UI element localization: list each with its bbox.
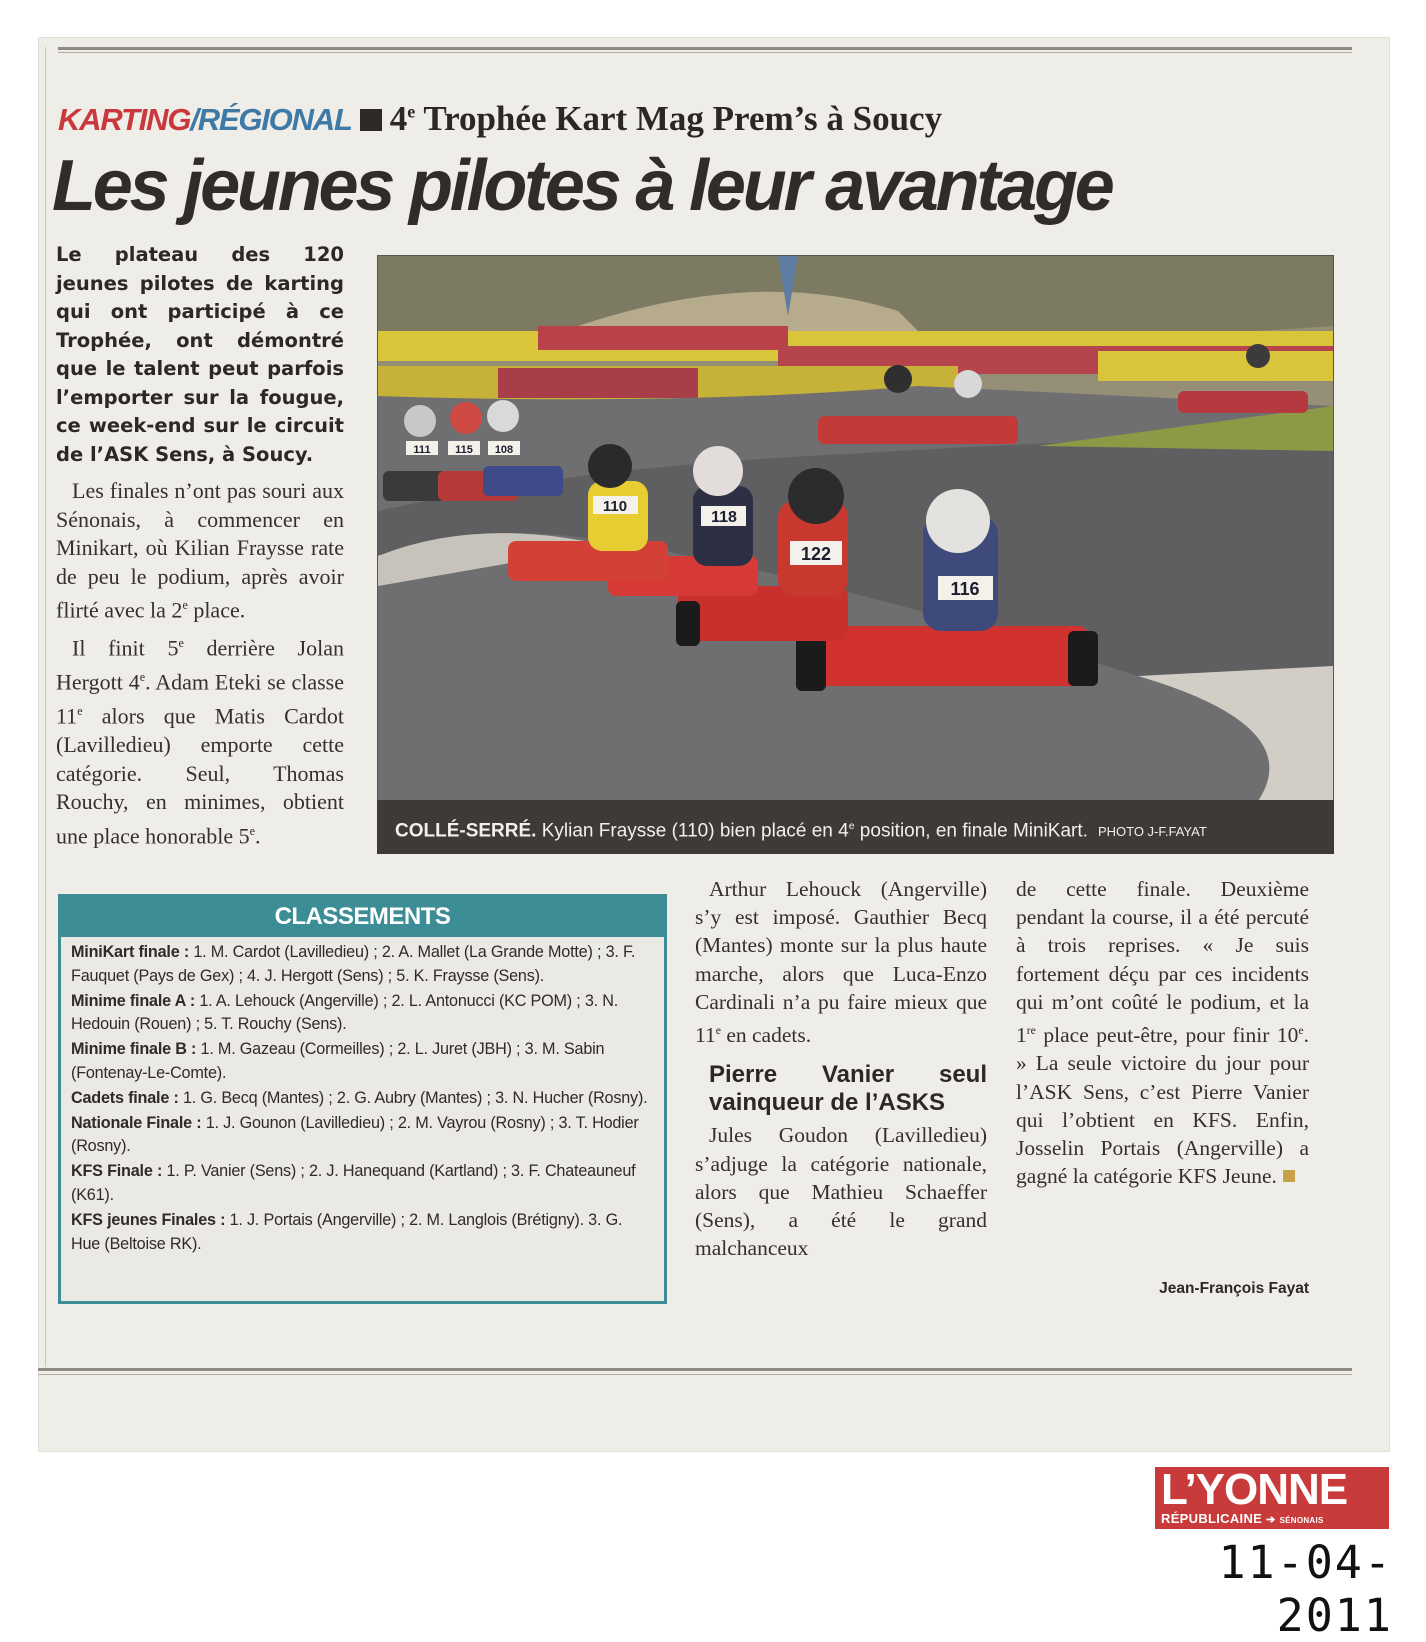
p5-c: . » La seule victoire du jour pour l’ASK Sens, c’est Pierre Vanier qui l’obtient en KFS. Enfin, Josselin Portais (Angerville) a gagné la catégorie KFS Jeune. [1016, 1023, 1309, 1189]
bottom-rule-thin [38, 1374, 1352, 1375]
photo-credit: PHOTO J-F.FAYAT [1097, 824, 1207, 840]
p5-ordinal-1: re [1026, 1023, 1036, 1038]
kart-number-110: 110 [602, 498, 628, 515]
kart-number-111: 111 [413, 444, 431, 456]
subtitle-number: 4 [389, 99, 408, 138]
classement-entry [71, 1038, 654, 1086]
p2-a: Il finit 5 [72, 635, 179, 661]
p1-end: place. [187, 597, 246, 623]
article-column-1 [56, 477, 344, 855]
classements-title: CLASSEMENTS [61, 897, 664, 937]
entry-text: 1. J. Portais (Angerville) ; 2. M. Langlois (Brétigny). 3. G. Hue (Beltoise RK). [71, 1210, 623, 1253]
article-subhead: Pierre Vanier seul vainqueur de l’ASKS [709, 1061, 987, 1117]
entry-text: 1. G. Becq (Mantes) ; 2. G. Aubry (Mantes) ; 3. N. Hucher (Rosny). [178, 1088, 648, 1107]
classements-list [61, 937, 664, 1256]
classement-entry [71, 941, 654, 989]
logo-tagline [1161, 1511, 1324, 1526]
article-column-4 [1016, 875, 1309, 1190]
entry-label: Cadets finale : [71, 1088, 179, 1107]
kicker-category: KARTING [58, 102, 191, 137]
newspaper-logo [1155, 1467, 1389, 1529]
entry-text: 1. A. Lehouck (Angerville) ; 2. L. Antonucci (KC POM) ; 3. N. Hedouin (Rouen) ; 5. T. Rouchy (Sens). [71, 991, 619, 1034]
p3-a: Arthur Lehouck (Angerville) s’y est imposé. Gauthier Becq (Mantes) monte sur la plus haute marche, alors que Luca-Enzo Cardinali n’a pu faire mieux que 11 [695, 877, 987, 1048]
entry-text: 1. M. Gazeau (Cormeilles) ; 2. L. Juret (JBH) ; 3. M. Sabin (Fontenay-Le-Comte). [71, 1040, 605, 1082]
arrow-right-icon: ➔ [1266, 1514, 1276, 1526]
kart-number-122: 122 [800, 544, 832, 564]
paragraph-2 [56, 629, 344, 850]
entry-text: 1. M. Cardot (Lavilledieu) ; 2. A. Mallet (La Grande Motte) ; 3. F. Fauquet (Pays de Gex) ; 4. J. Hergott (Sens) ; 5. K. Fraysse (Sens). [71, 943, 636, 985]
photo-caption [377, 800, 1334, 854]
entry-label: Nationale Finale : [71, 1113, 202, 1132]
kart-number-118: 118 [711, 509, 737, 526]
entry-text: 1. P. Vanier (Sens) ; 2. J. Hanequand (Kartland) ; 3. F. Chateauneuf (K61). [71, 1162, 636, 1204]
p2-c: . Adam Eteki se classe 11 [56, 669, 344, 729]
caption-lead: COLLÉ-SERRÉ. [395, 820, 537, 842]
article-subtitle [390, 99, 942, 138]
classement-entry [71, 990, 654, 1038]
p5-a: de cette finale. Deuxième pendant la course, il a été percuté à trois reprises. « Je suis fortement déçu par ces incidents qui m’ont coûté le podium, et la 1 [1016, 877, 1309, 1048]
article-byline: Jean-François Fayat [1159, 1280, 1309, 1297]
karting-photo-illustration [378, 256, 1333, 801]
paragraph-5 [1016, 875, 1309, 1190]
p1-text: Les finales n’ont pas souri aux Sénonais, à commencer en Minikart, où Kilian Fraysse rate de peu le podium, après avoir flirté avec la 2 [56, 478, 344, 623]
classement-entry [71, 1112, 654, 1160]
classements-box [58, 894, 667, 1304]
article-lede: Le plateau des 120 jeunes pilotes de karting qui ont participé à ce Trophée, ont démontré que le talent peut parfois l’emporter sur la fougue, ce week-end sur le circuit de l’ASK Sens, à Soucy. [56, 243, 344, 466]
kart-number-108: 108 [494, 444, 514, 456]
top-rule [58, 47, 1352, 50]
p2-d: alors que Matis Cardot (Lavilledieu) emporte cette catégorie. Seul, Thomas Rouchy, en minimes, obtient une place honorable 5 [56, 703, 344, 849]
classement-entry [71, 1160, 654, 1208]
entry-label: MiniKart finale : [71, 943, 190, 961]
publication-date: 11-04-2011 [1218, 1536, 1393, 1642]
race-photo [377, 255, 1334, 802]
paragraph-1 [56, 477, 344, 625]
p5-ordinal-2: e [1298, 1023, 1304, 1038]
p2-ordinal-3: e [77, 704, 83, 719]
square-bullet-icon [360, 109, 382, 131]
classement-entry [71, 1087, 654, 1111]
entry-label: Minime finale A : [71, 991, 196, 1010]
caption-text-b: position, en finale MiniKart. [854, 820, 1088, 842]
p2-ordinal-2: e [139, 670, 146, 685]
newspaper-clipping [38, 37, 1390, 1452]
end-of-article-icon [1283, 1170, 1295, 1182]
article-kicker [58, 99, 942, 139]
p3-b: en cadets. [720, 1023, 812, 1048]
p2-ordinal-1: e [178, 636, 184, 651]
caption-text-a: Kylian Fraysse (110) bien placé en 4 [536, 820, 849, 842]
logo-name: L’YONNE [1161, 1465, 1348, 1514]
kart-number-115: 115 [455, 444, 473, 456]
classement-entry [71, 1209, 654, 1257]
top-rule-thin [58, 52, 1352, 53]
entry-label: KFS Finale : [71, 1162, 163, 1181]
entry-text: 1. J. Gounon (Lavilledieu) ; 2. M. Vayrou (Rosny) ; 3. T. Hodier (Rosny). [71, 1113, 639, 1156]
subtitle-text: Trophée Kart Mag Prem’s à Soucy [415, 99, 943, 138]
paragraph-4: Jules Goudon (Lavilledieu) s’adjuge la catégorie nationale, alors que Mathieu Schaeffer (Sens), a été le grand malchanceux [695, 1123, 987, 1261]
subtitle-ordinal: e [407, 101, 416, 122]
article-column-3 [695, 875, 987, 1262]
article-headline: Les jeunes pilotes à leur avantage [52, 146, 1112, 226]
kart-number-116: 116 [950, 579, 980, 599]
p2-ordinal-4: e [249, 823, 256, 838]
kicker-region: RÉGIONAL [197, 102, 352, 137]
p2-b: derrière Jolan Hergott 4 [56, 635, 344, 695]
p2-e: . [255, 823, 261, 849]
p1-ordinal: e [182, 598, 188, 613]
left-margin-rule [45, 47, 46, 1367]
caption-ordinal: e [848, 821, 855, 832]
logo-tagline-text: RÉPUBLICAINE [1161, 1511, 1263, 1526]
kicker-separator: / [190, 102, 198, 137]
paragraph-3 [695, 875, 987, 1049]
p5-b: place peut-être, pour finir 10 [1035, 1023, 1299, 1048]
entry-label: KFS jeunes Finales : [71, 1210, 226, 1229]
logo-edition: SÉNONAIS [1279, 1516, 1324, 1525]
bottom-rule [38, 1368, 1352, 1371]
p3-ordinal: e [715, 1023, 721, 1038]
entry-label: Minime finale B : [71, 1040, 197, 1059]
